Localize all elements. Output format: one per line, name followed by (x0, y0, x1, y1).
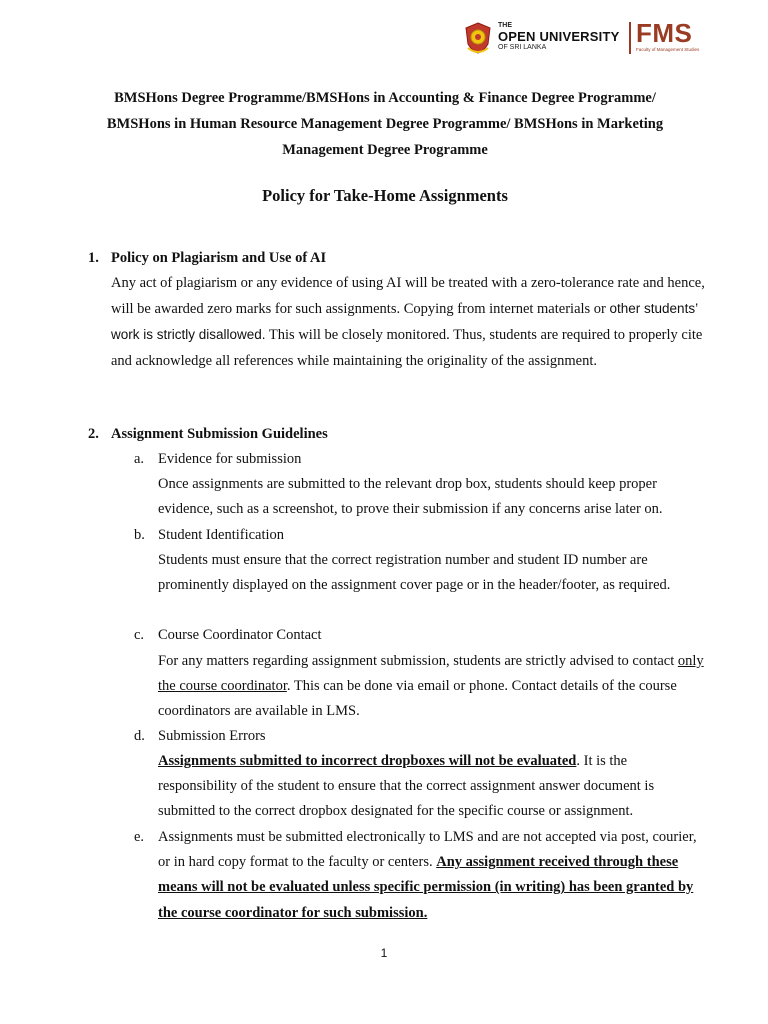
item-e-letter: e. (134, 829, 145, 845)
section-1-number: 1. (88, 250, 99, 266)
university-crest-icon (464, 22, 492, 54)
ou-wordmark (498, 22, 619, 51)
section-2-title: Assignment Submission Guidelines (111, 426, 328, 442)
logo-divider (629, 22, 631, 54)
item-d-text-post: . It is the responsibility of the student to ensure that the correct assignment answer document is submitted to the correct dropbox designated for the specific course or assignment. (158, 753, 655, 820)
item-b-body: Students must ensure that the correct registration number and student ID number are prominently displayed on the assignment cover page or in the header/footer, as required. (158, 552, 671, 594)
ou-name-text: OPEN UNIVERSITY (498, 29, 620, 44)
item-c-text-post: . This can be done via email or phone. Contact details of the course coordinators are available in LMS. (158, 678, 677, 720)
section-2-heading (88, 422, 328, 447)
item-d-heading (134, 724, 266, 749)
section-1-title: Policy on Plagiarism and Use of AI (111, 250, 327, 266)
item-e-text-bold: Any assignment received through these means will not be evaluated unless specific permission (in writing) has been granted by the course coordinator for such submission. (158, 854, 694, 921)
programme-heading (60, 85, 710, 163)
page-number: 1 (380, 946, 388, 960)
item-e-marker (134, 825, 158, 850)
programme-line-1: BMSHons Degree Programme/BMSHons in Accounting & Finance Degree Programme/ (114, 90, 656, 106)
item-d-title: Submission Errors (158, 728, 266, 744)
section-1-heading (88, 246, 326, 271)
item-a-heading (134, 447, 301, 472)
item-a-letter: a. (134, 451, 145, 467)
item-a-body: Once assignments are submitted to the relevant drop box, students should keep proper evidence, such as a screenshot, to prove their submission if any concerns arise later on. (158, 476, 663, 518)
item-c-title: Course Coordinator Contact (158, 627, 322, 643)
item-c-heading (134, 623, 322, 648)
university-logo (464, 20, 714, 60)
section-2-number: 2. (88, 426, 99, 442)
item-c-body (158, 649, 708, 725)
item-d-text-bold: Assignments submitted to incorrect dropboxes will not be evaluated (158, 753, 577, 769)
item-e-text-pre: Assignments must be submitted electronically to LMS and are not accepted via post, courier, or in hard copy format to the faculty or centers. (158, 829, 697, 871)
item-d-body (158, 749, 708, 825)
section-1-paragraph (111, 271, 711, 374)
item-e-body (158, 825, 708, 926)
section-1-text-c: This will be closely monitored. Thus, students are required to properly cite and acknowledge all references while maintaining the originality of the assignment. (111, 327, 703, 369)
item-b-title: Student Identification (158, 527, 285, 543)
fms-subtitle: Faculty of Management Studies (636, 47, 700, 52)
section-1-text-a: Any act of plagiarism or any evidence of using AI will be treated with a zero-tolerance rate and hence, will be awarded zero marks for such assignments. Copying from internet materials or (111, 275, 705, 318)
programme-line-2: BMSHons in Human Resource Management Degree Programme/ BMSHons in Marketing (106, 116, 664, 132)
item-c-text-pre: For any matters regarding assignment submission, students are strictly advised to contact (158, 653, 678, 669)
ou-the-text: THE (498, 22, 512, 29)
item-b-letter: b. (134, 527, 145, 543)
item-c-text-underlined: only the course coordinator (158, 653, 704, 695)
page-title: Policy for Take-Home Assignments (262, 186, 508, 205)
programme-line-3: Management Degree Programme (282, 142, 488, 158)
item-a-title: Evidence for submission (158, 451, 302, 467)
item-d-letter: d. (134, 728, 145, 744)
item-c-letter: c. (134, 627, 145, 643)
item-b-heading (134, 523, 284, 548)
section-1-text-b: other students’ work is strictly disallowed. (111, 301, 698, 343)
fms-wordmark: FMS (636, 18, 693, 48)
ou-sub-text: OF SRI LANKA (498, 44, 547, 51)
